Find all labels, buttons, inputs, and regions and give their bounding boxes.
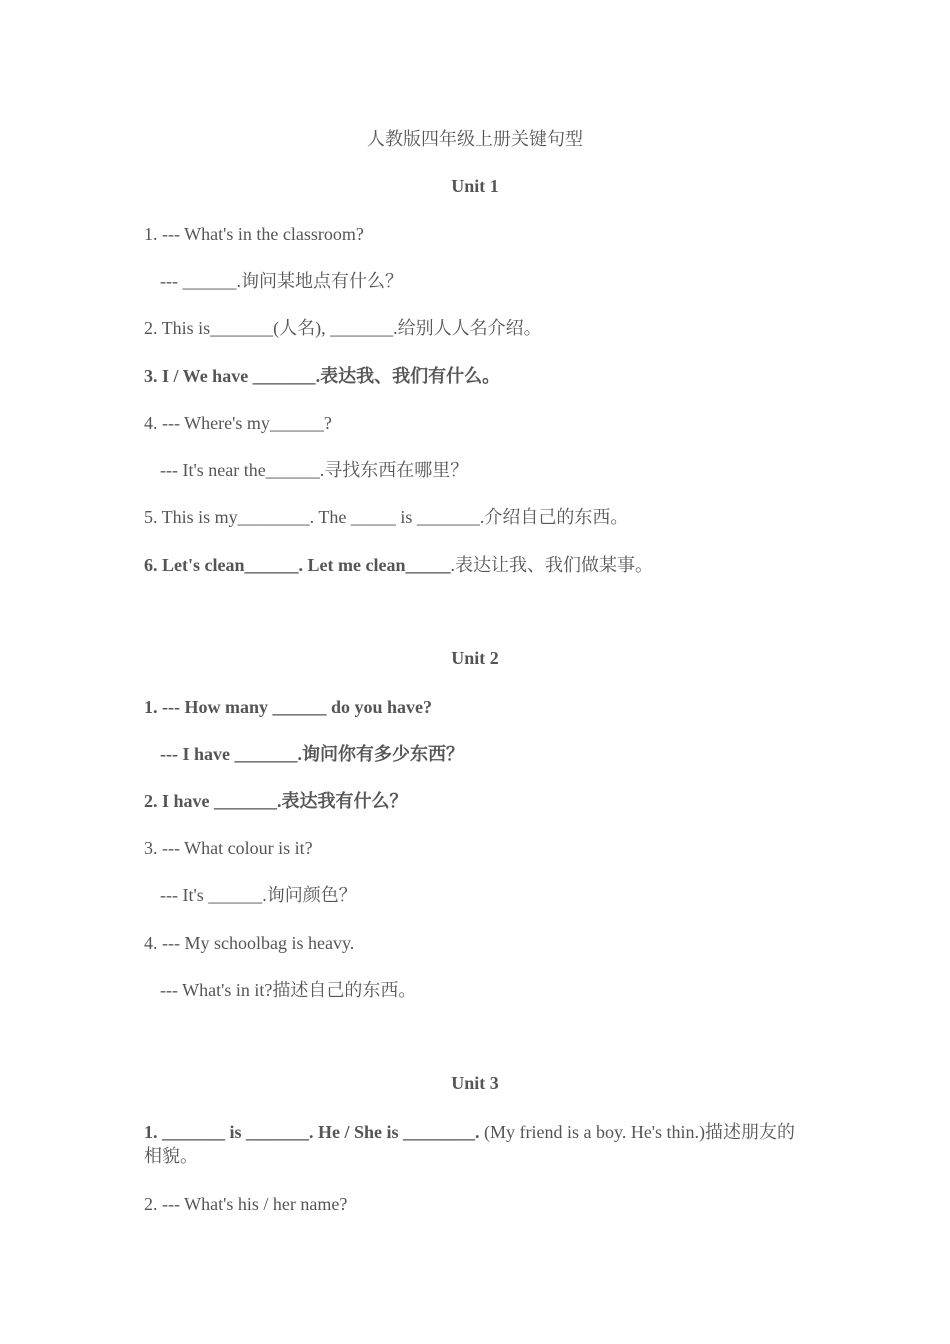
unit-1-line-6: --- It's near the______.寻找东西在哪里？: [160, 460, 469, 480]
unit-1-line-8-normal: .表达让我、我们做某事。: [450, 555, 653, 575]
unit-1-line-5: 4. --- Where's my______?: [144, 413, 332, 433]
unit-3-line-1: [144, 1120, 804, 1168]
unit-2-line-4: 3. --- What colour is it?: [144, 838, 313, 858]
unit-1-line-3: 2. This is_______(人名), _______.给别人人名介绍。: [144, 318, 542, 338]
unit-3-line-1-normal: (My friend is a boy. He's thin.)描述朋友的相貌。: [144, 1122, 796, 1166]
unit-1-line-7: 5. This is my________. The _____ is _______.介绍自己的东西。: [144, 507, 629, 527]
unit-2-line-1: 1. --- How many ______ do you have?: [144, 697, 433, 717]
unit-1-line-1: 1. --- What's in the classroom?: [144, 224, 364, 244]
unit-3-heading: Unit 3: [451, 1073, 499, 1093]
unit-1-line-8: [144, 553, 804, 577]
unit-2-line-3: 2. I have _______.表达我有什么？: [144, 791, 408, 811]
unit-2-line-5: --- It's ______.询问颜色？: [160, 885, 357, 905]
unit-3-line-2: 2. --- What's his / her name?: [144, 1194, 348, 1214]
unit-2-line-2: --- I have _______.询问你有多少东西？: [160, 744, 464, 764]
unit-1-line-8-bold: 6. Let's clean______. Let me clean_____: [144, 555, 451, 575]
document-title: 人教版四年级上册关键句型: [367, 129, 583, 149]
unit-2-heading: Unit 2: [451, 648, 499, 668]
unit-1-heading: Unit 1: [451, 176, 499, 196]
unit-2-line-6: 4. --- My schoolbag is heavy.: [144, 933, 355, 953]
unit-1-line-4: 3. I / We have _______.表达我、我们有什么。: [144, 366, 501, 386]
unit-3-line-1-bold: 1. _______ is _______. He / She is ________.: [144, 1122, 480, 1142]
unit-1-line-2: --- ______.询问某地点有什么？: [160, 271, 403, 291]
unit-2-line-7: --- What's in it?描述自己的东西。: [160, 980, 417, 1000]
